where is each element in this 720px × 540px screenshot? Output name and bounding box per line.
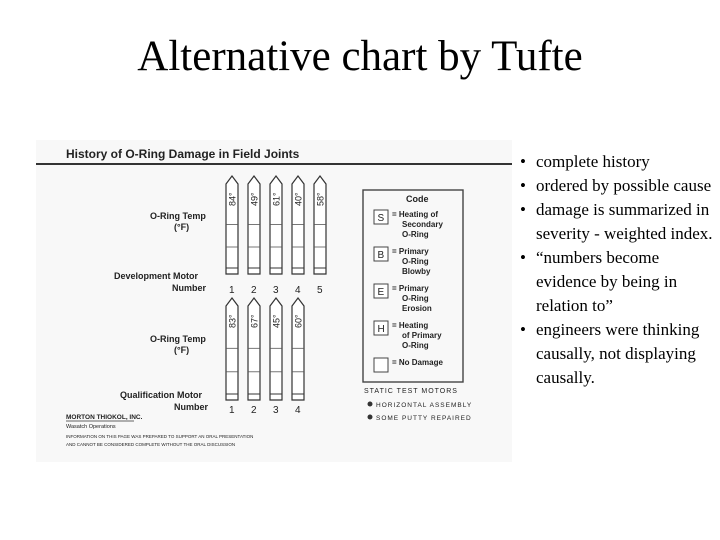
qual-number-label: Number [174, 402, 209, 412]
static-note-2: SOME PUTTY REPAIRED [376, 415, 472, 422]
dev-motor-number: 2 [251, 285, 257, 296]
bullet-dot-icon: • [520, 152, 526, 171]
code-symbol: B [377, 250, 385, 261]
chart-header: History of O-Ring Damage in Field Joints [66, 147, 300, 161]
code-text: O-Ring [402, 294, 429, 303]
code-text: Secondary [402, 220, 443, 229]
static-note-1: HORIZONTAL ASSEMBLY [376, 402, 473, 409]
dev-motor-body [248, 176, 260, 274]
dev-temp-label: 40° [293, 192, 304, 206]
code-item [374, 358, 443, 372]
code-item [374, 284, 432, 313]
dev-motor-number: 1 [229, 285, 235, 296]
qual-motor-number: 3 [273, 405, 279, 416]
qual-temp-label: 67° [249, 314, 260, 328]
code-text: Blowby [402, 267, 431, 276]
qual-motor [248, 298, 260, 416]
footer-company: MORTON THIOKOL, INC. [66, 414, 143, 421]
qual-temp-label: 45° [271, 314, 282, 328]
bullet-dot-icon: • [520, 176, 526, 195]
bullet-item: • engineers were thinking causally, not displaying causally. [520, 320, 700, 387]
qual-motor-number: 2 [251, 405, 257, 416]
development-motors [226, 176, 326, 296]
qual-motor [270, 298, 282, 416]
dev-temp-label: 61° [271, 192, 282, 206]
dev-motor-number: 4 [295, 285, 301, 296]
code-swatch [374, 358, 388, 372]
qual-motor-label: Qualification Motor [120, 390, 202, 400]
dev-motor [292, 176, 304, 296]
code-symbol: H [377, 324, 385, 335]
bullet-item: • damage is summarized in severity - weighted index. [520, 200, 713, 243]
code-text: = Primary [392, 284, 429, 293]
dev-motor-body [292, 176, 304, 274]
scanned-chart [36, 140, 512, 462]
qual-motor-number: 1 [229, 405, 235, 416]
dev-motor [314, 176, 326, 296]
qual-motor [226, 298, 238, 416]
qual-motor-body [248, 298, 260, 400]
bullet-dot-icon: • [520, 320, 526, 339]
dev-motor [226, 176, 238, 296]
footer-division: Wasatch Operations [66, 424, 116, 430]
qual-temp-unit: (°F) [174, 345, 190, 355]
code-text: = Heating of [392, 210, 439, 219]
slide-title: Alternative chart by Tufte [137, 33, 583, 80]
bullet-dot-icon: • [520, 248, 526, 267]
footer-disclaimer-2: AND CANNOT BE CONSIDERED COMPLETE WITHOUT THE ORAL DISCUSSION [66, 442, 236, 447]
dev-motor-body [226, 176, 238, 274]
bullet-dot-icon: • [520, 200, 526, 219]
qual-motor-body [226, 298, 238, 400]
bullet-item: • complete history [518, 150, 718, 174]
dev-motor-body [314, 176, 326, 274]
dev-temp-label: O-Ring Temp [150, 211, 206, 221]
code-text: Erosion [402, 304, 432, 313]
dev-temp-label: 49° [249, 192, 260, 206]
qual-motor-body [270, 298, 282, 400]
dev-number-label: Number [172, 283, 207, 293]
dev-motor-body [270, 176, 282, 274]
dev-motor-number: 5 [317, 285, 323, 296]
qual-temp-label: 83° [227, 314, 238, 328]
code-text: of Primary [402, 331, 442, 340]
qual-temp-label: 60° [293, 314, 304, 328]
bullet-list [518, 150, 718, 390]
qual-motor-body [292, 298, 304, 400]
code-text: = Heating [392, 321, 429, 330]
static-dot-1 [368, 402, 373, 407]
dev-motor-number: 3 [273, 285, 279, 296]
code-text: O-Ring [402, 257, 429, 266]
code-text: O-Ring [402, 230, 429, 239]
qual-temp-label: O-Ring Temp [150, 334, 206, 344]
code-symbol: S [377, 213, 385, 224]
footer-disclaimer-1: INFORMATION ON THIS PAGE WAS PREPARED TO SUPPORT AN ORAL PRESENTATION [66, 434, 254, 439]
dev-motor [248, 176, 260, 296]
code-text: = No Damage [392, 358, 443, 367]
qual-motor-number: 4 [295, 405, 301, 416]
dev-temp-unit: (°F) [174, 222, 190, 232]
static-title: STATIC TEST MOTORS [364, 388, 458, 395]
code-text: = Primary [392, 247, 429, 256]
dev-temp-label: 84° [227, 192, 238, 206]
code-title: Code [406, 194, 429, 204]
dev-motor-label: Development Motor [114, 271, 199, 281]
qualification-motors [226, 298, 304, 416]
dev-temp-label: 58° [315, 192, 326, 206]
code-item [374, 210, 443, 239]
qual-motor [292, 298, 304, 416]
code-text: O-Ring [402, 341, 429, 350]
code-items [374, 210, 443, 372]
oring-chart-svg [36, 140, 512, 462]
code-item [374, 321, 442, 350]
dev-motor [270, 176, 282, 296]
bullet-item: • ordered by possible cause [518, 174, 718, 198]
bullet-item: • “numbers become evidence by being in relation to” [520, 248, 678, 315]
code-symbol: E [377, 287, 385, 298]
static-dot-2 [368, 415, 373, 420]
code-item [374, 247, 431, 276]
